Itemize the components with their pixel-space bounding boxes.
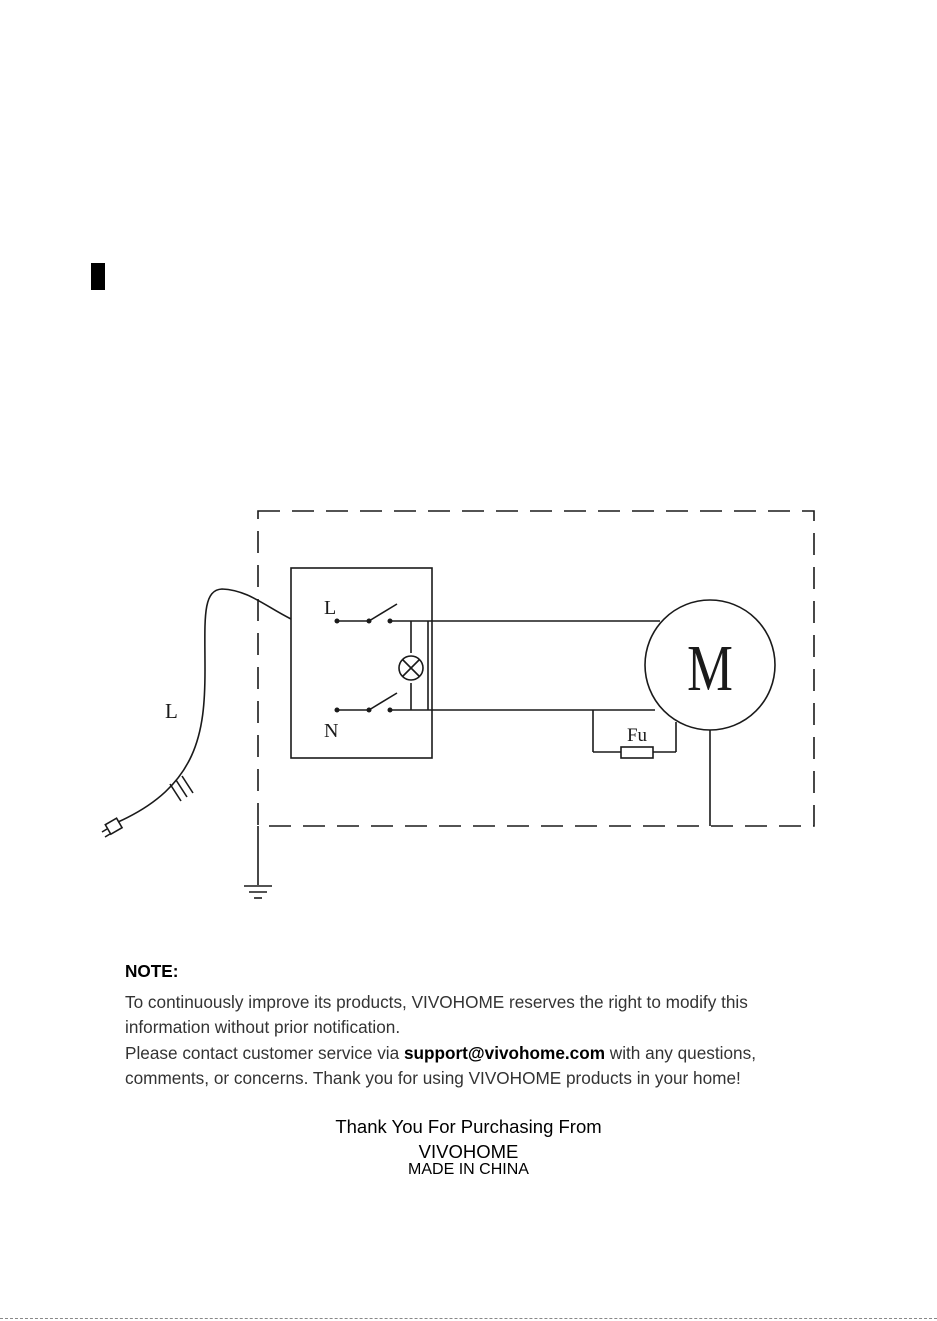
note-title: NOTE:	[125, 961, 179, 981]
terminal-l-right	[388, 619, 393, 624]
wiring-diagram	[0, 480, 937, 910]
terminal-n-mid	[367, 708, 372, 713]
note-paragraph-1: To continuously improve its products, VIVOHOME reserves the right to modify this information without prior notification.	[125, 991, 748, 1037]
fuse-symbol	[621, 747, 653, 758]
plug-pin-2	[105, 834, 110, 837]
support-email-link[interactable]: support@vivohome.com	[403, 1042, 606, 1063]
label-cord: L	[165, 699, 178, 723]
line-switch-blade	[369, 604, 397, 621]
label-line-in: L	[324, 597, 337, 619]
terminal-l-left	[335, 619, 340, 624]
plug-pin-1	[102, 829, 107, 832]
terminal-l-mid	[367, 619, 372, 624]
terminal-n-left	[335, 708, 340, 713]
power-cord	[118, 589, 291, 822]
label-motor: M	[687, 630, 733, 705]
neutral-switch-blade	[369, 693, 397, 710]
terminal-n-right	[388, 708, 393, 713]
section-marker	[91, 263, 105, 290]
note-contact-suffix: with any questions, comments, or concerns. Thank you for using VIVOHOME products in your home!	[125, 1042, 756, 1088]
page-bottom-rule	[0, 1318, 937, 1319]
switch-box	[291, 568, 432, 758]
note-section	[125, 959, 825, 1092]
label-fuse: Fu	[626, 725, 648, 746]
brand-name: VIVOHOME	[418, 1141, 519, 1162]
label-neutral-in: N	[324, 720, 339, 742]
note-paragraph-2	[125, 1041, 825, 1092]
note-contact-prefix: Please contact customer service via	[125, 1042, 404, 1063]
origin-line: MADE IN CHINA	[408, 1161, 529, 1178]
thanks-line: Thank You For Purchasing From	[335, 1116, 602, 1137]
